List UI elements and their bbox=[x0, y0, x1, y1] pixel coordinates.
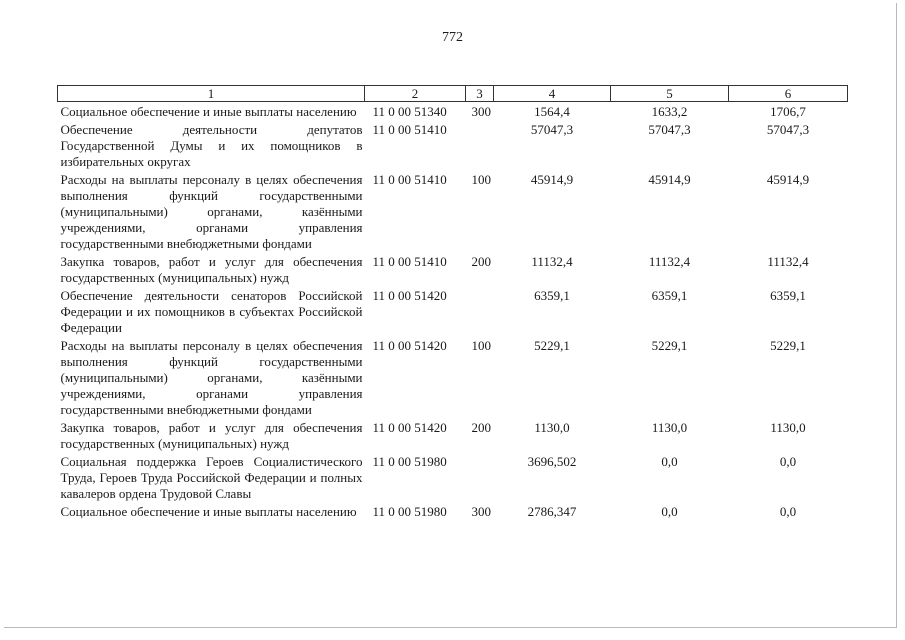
row-value-col4: 1564,4 bbox=[534, 104, 570, 119]
row-value-col6: 1706,7 bbox=[770, 104, 806, 119]
row-type: 100 bbox=[471, 338, 491, 353]
budget-table bbox=[57, 85, 848, 520]
row-value-col4: 1130,0 bbox=[534, 420, 570, 435]
row-value-col5: 11132,4 bbox=[648, 254, 691, 269]
row-value-col6: 0,0 bbox=[779, 454, 797, 469]
row-type: 200 bbox=[471, 254, 491, 269]
row-code: 11 0 00 51410 bbox=[372, 172, 447, 187]
row-value-col6: 11132,4 bbox=[767, 254, 809, 269]
row-name: Социальное обеспечение и иные выплаты населению bbox=[60, 104, 357, 119]
table-row bbox=[58, 418, 848, 452]
row-value-col6: 0,0 bbox=[779, 504, 797, 519]
row-value-col4: 11132,4 bbox=[531, 254, 573, 269]
row-value-col6: 5229,1 bbox=[770, 338, 806, 353]
row-name: Обеспечение деятельности депутатов Государственной Думы и их помощников в избирательных округах bbox=[60, 122, 363, 169]
row-name: Расходы на выплаты персоналу в целях обеспечения выполнения функций государственными (муниципальными) органами, казёнными учреждениями, органами управления государственными внебюджетными фондами bbox=[60, 172, 363, 251]
table-row bbox=[58, 452, 848, 502]
row-value-col4: 3696,502 bbox=[527, 454, 577, 469]
table-row bbox=[58, 170, 848, 252]
row-name: Закупка товаров, работ и услуг для обеспечения государственных (муниципальных) нужд bbox=[60, 254, 363, 285]
page-number: 772 bbox=[442, 30, 463, 45]
column-header-4: 4 bbox=[494, 86, 611, 102]
row-type: 100 bbox=[471, 172, 491, 187]
row-name: Расходы на выплаты персоналу в целях обеспечения выполнения функций государственными (муниципальными) органами, казёнными учреждениями, органами управления государственными внебюджетными фондами bbox=[60, 338, 363, 417]
row-name: Закупка товаров, работ и услуг для обеспечения государственных (муниципальных) нужд bbox=[60, 420, 363, 451]
row-name: Социальное обеспечение и иные выплаты населению bbox=[60, 504, 357, 519]
row-code: 11 0 00 51420 bbox=[372, 288, 447, 303]
row-code: 11 0 00 51980 bbox=[372, 454, 447, 469]
row-name: Обеспечение деятельности сенаторов Российской Федерации и их помощников в субъектах Российской Федерации bbox=[60, 288, 363, 335]
row-value-col4: 45914,9 bbox=[530, 172, 574, 187]
row-value-col5: 6359,1 bbox=[651, 288, 688, 303]
row-value-col4: 6359,1 bbox=[534, 288, 570, 303]
table-row bbox=[58, 102, 848, 121]
column-header-5: 5 bbox=[611, 86, 729, 102]
row-value-col5: 45914,9 bbox=[648, 172, 691, 187]
row-value-col5: 0,0 bbox=[661, 454, 678, 469]
row-value-col5: 1633,2 bbox=[651, 104, 688, 119]
row-code: 11 0 00 51410 bbox=[372, 254, 447, 269]
row-value-col6: 6359,1 bbox=[770, 288, 806, 303]
column-header-1: 1 bbox=[58, 86, 365, 102]
table-row bbox=[58, 502, 848, 520]
row-value-col5: 0,0 bbox=[661, 504, 678, 519]
row-type: 200 bbox=[471, 420, 491, 435]
row-value-col5: 1130,0 bbox=[651, 420, 688, 435]
row-value-col4: 57047,3 bbox=[530, 122, 574, 137]
row-type bbox=[466, 120, 494, 170]
row-value-col6: 1130,0 bbox=[770, 420, 806, 435]
row-code: 11 0 00 51980 bbox=[372, 504, 447, 519]
table-row bbox=[58, 120, 848, 170]
row-code: 11 0 00 51340 bbox=[372, 104, 447, 119]
column-header-2: 2 bbox=[365, 86, 466, 102]
table-header-row bbox=[58, 86, 848, 102]
row-value-col4: 2786,347 bbox=[527, 504, 577, 519]
row-code: 11 0 00 51420 bbox=[372, 420, 447, 435]
row-value-col6: 45914,9 bbox=[766, 172, 810, 187]
row-code: 11 0 00 51410 bbox=[372, 122, 447, 137]
table-row bbox=[58, 286, 848, 336]
row-type: 300 bbox=[471, 504, 491, 519]
row-type bbox=[466, 286, 494, 336]
column-header-3: 3 bbox=[466, 86, 494, 102]
row-value-col5: 5229,1 bbox=[651, 338, 688, 353]
row-value-col5: 57047,3 bbox=[648, 122, 691, 137]
row-name: Социальная поддержка Героев Социалистического Труда, Героев Труда Российской Федерации и полных кавалеров ордена Трудовой Славы bbox=[60, 454, 363, 501]
row-code: 11 0 00 51420 bbox=[372, 338, 447, 353]
table-row bbox=[58, 336, 848, 418]
row-value-col4: 5229,1 bbox=[534, 338, 570, 353]
column-header-6: 6 bbox=[729, 86, 848, 102]
row-type: 300 bbox=[471, 104, 491, 119]
row-value-col6: 57047,3 bbox=[766, 122, 810, 137]
table-row bbox=[58, 252, 848, 286]
row-type bbox=[466, 452, 494, 502]
